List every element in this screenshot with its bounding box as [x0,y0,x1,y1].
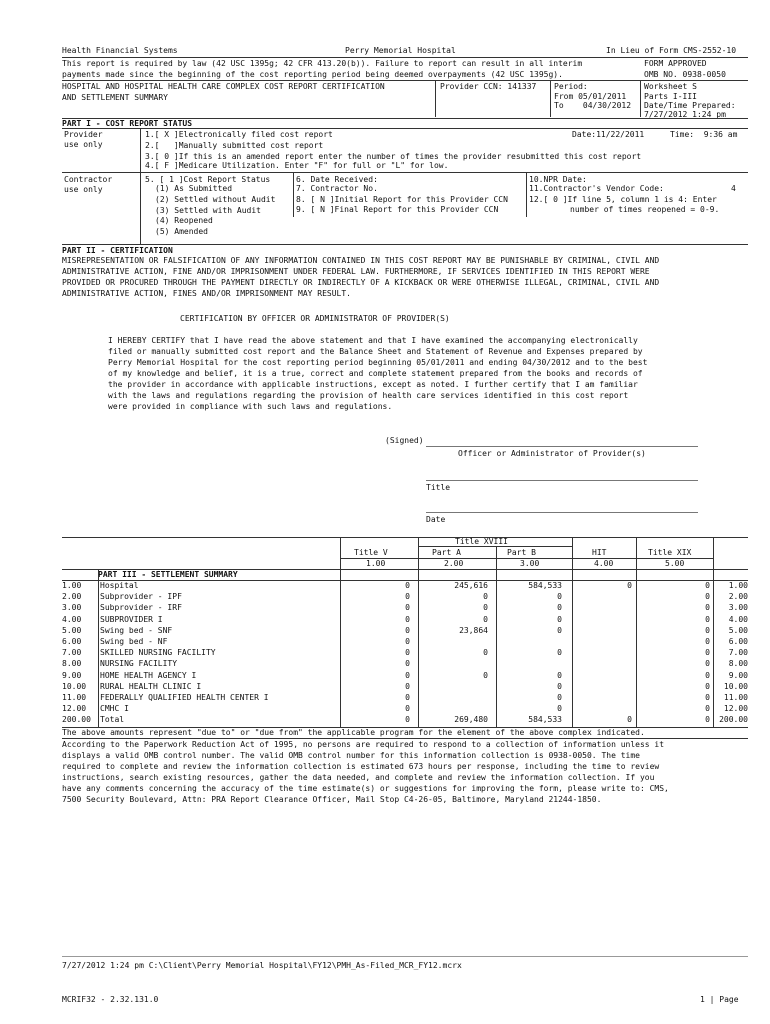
provider-ccn: Provider CCN: 141337 [440,82,537,91]
period-label: Period: [554,82,588,91]
part1-title: PART I - COST REPORT STATUS [62,119,193,128]
cell-ln: 6.00 [62,637,82,646]
cell-xix: 0 [705,614,710,624]
table-row [62,693,748,703]
cell-xix: 0 [705,670,710,680]
col-title-xix: Title XIX [648,548,692,557]
cell-ln: 5.00 [62,625,82,635]
contractor-use-label2: use only [64,185,103,194]
cell-a: 0 [483,648,488,658]
cell-b: 0 [557,670,562,680]
file-path: 7/27/2012 1:24 pm C:\Client\Perry Memorial Hospital\FY12\PMH_As-Filed_MCR_FY12.mcrx [62,961,462,970]
cell-xix: 0 [705,704,710,714]
initial-report: 8. [ N ]Initial Report for this Provider CCN [296,195,508,204]
cell-xix: 0 [705,659,710,669]
form-number: In Lieu of Form CMS-2552-10 [606,46,737,55]
warning-line1: MISREPRESENTATION OR FALSIFICATION OF ANY INFORMATION CONTAINED IN THIS COST REPORT MAY BE PUNISHABLE BY CRIMINAL, CIVIL AND [62,256,660,265]
cell-rn: 12.00 [723,704,748,714]
cell-ln: 11.00 [62,693,87,702]
cell-label: Subprovider - IPF [100,592,182,602]
omb-number: OMB NO. 0938-0050 [644,70,726,79]
cell-b: 0 [557,693,562,702]
paperwork-line3: required to complete and review the information collection is estimated 673 hours per response, including the time to review [62,762,660,771]
date-label: Date [426,515,446,524]
cell-a: 0 [483,614,488,624]
part3-title: PART III - SETTLEMENT SUMMARY [98,570,238,579]
date-received: 6. Date Received: [296,175,378,184]
table-row [62,592,748,602]
cell-rn: 200.00 [719,715,748,725]
filed-date: Date:11/22/2011 [572,130,645,139]
cell-b: 0 [557,614,562,624]
contractor-use-label1: Contractor [64,175,113,184]
status-opt4: (4) Reopened [155,216,213,225]
cell-v: 0 [405,704,410,714]
table-row [62,626,748,636]
cell-rn: 10.00 [723,681,748,691]
software-version: MCRIF32 - 2.32.131.0 [62,995,159,1004]
signed-label: (Signed) [385,436,424,445]
status-line2: 2.[ ]Manually submitted cost report [145,141,324,150]
table-row [62,581,748,591]
cell-label: HOME HEALTH AGENCY I [100,670,197,680]
cell-v: 0 [405,625,410,635]
parts-label: Parts I-III [644,92,697,101]
cell-rn: 9.00 [728,670,748,680]
col-hit: HIT [592,548,607,557]
cell-rn: 3.00 [728,603,748,613]
legal-notice-line2: payments made since the beginning of the cost reporting period being deemed overpayments (42 USC 1395g). [62,70,563,79]
hospital-name: Perry Memorial Hospital [345,46,456,55]
cell-ln: 200.00 [62,715,91,725]
period-from: From 05/01/2011 [554,92,627,101]
date-prepared-label: Date/Time Prepared: [644,101,736,110]
cert-para-line1: I HEREBY CERTIFY that I have read the above statement and that I have examined the accompanying electronically [108,336,638,345]
cell-a: 0 [483,592,488,602]
cell-a: 0 [483,603,488,613]
date-line[interactable] [426,512,698,513]
part2-title: PART II - CERTIFICATION [62,246,173,255]
cell-v: 0 [405,592,410,602]
cell-b: 0 [557,603,562,613]
cell-xix: 0 [705,715,710,725]
cell-ln: 9.00 [62,670,82,680]
cell-label: CMHC I [100,704,129,714]
cell-rn: 1.00 [728,581,748,590]
col-part-b: Part B [507,548,536,557]
cell-rn: 11.00 [723,693,748,702]
contractor-no: 7. Contractor No. [296,184,378,193]
period-to: To 04/30/2012 [554,101,632,110]
cell-label: Subprovider - IRF [100,603,182,613]
form-approved: FORM APPROVED [644,59,707,68]
col-title-xviii: Title XVIII [455,537,508,546]
cell-label: SKILLED NURSING FACILITY [100,648,216,658]
cell-v: 0 [405,614,410,624]
table-row [62,704,748,714]
cell-b: 0 [557,648,562,658]
table-row [62,648,748,658]
cell-label: SUBPROVIDER I [100,614,163,624]
status-line4: 4.[ F ]Medicare Utilization. Enter "F" for full or "L" for low. [145,161,449,170]
cell-b: 584,533 [528,581,562,590]
cell-a: 0 [483,670,488,680]
table-row [62,671,748,681]
cell-ln: 1.00 [62,581,82,590]
cert-heading: CERTIFICATION BY OFFICER OR ADMINISTRATOR OF PROVIDER(S) [180,314,450,323]
cell-xix: 0 [705,625,710,635]
org-name: Health Financial Systems [62,46,178,55]
paperwork-line6: 7500 Security Boulevard, Attn: PRA Report Clearance Officer, Mail Stop C4-26-05, Baltimore, Maryland 21244-1850. [62,795,602,804]
table-row [62,715,748,725]
cert-para-line3: Perry Memorial Hospital for the cost reporting period beginning 05/01/2011 and ending 04/30/2012 and to the best [108,358,648,367]
cell-rn: 7.00 [728,648,748,658]
cell-xix: 0 [705,637,710,646]
status-opt3: (3) Settled with Audit [155,206,261,215]
worksheet-label: Worksheet S [644,82,697,91]
cell-b: 584,533 [528,715,562,725]
cell-xix: 0 [705,648,710,658]
cell-hit: 0 [627,715,632,725]
cell-label: Hospital [100,581,139,590]
provider-use-label2: use only [64,140,103,149]
warning-line3: PROVIDED OR PROCURED THROUGH THE PAYMENT DIRECTLY OR INDIRECTLY OF A KICKBACK OR WERE OTHERWISE ILLEGAL, CRIMINAL, CIVIL AND [62,278,660,287]
cell-ln: 10.00 [62,681,87,691]
title-label: Title [426,483,451,492]
cell-v: 0 [405,637,410,646]
col-num-2: 2.00 [444,559,464,568]
cell-v: 0 [405,659,410,669]
cell-label: FEDERALLY QUALIFIED HEALTH CENTER I [100,693,269,702]
cert-para-line6: with the laws and regulations regarding the provision of health care services identified in this cost report [108,391,629,400]
cert-para-line7: were provided in compliance with such laws and regulations. [108,402,393,411]
date-prepared-value: 7/27/2012 1:24 pm [644,110,726,119]
table-row [62,659,748,669]
col-num-3: 3.00 [520,559,540,568]
status-line3: 3.[ 0 ]If this is an amended report enter the number of times the provider resubmitted this cost report [145,152,642,161]
reopen-line: 12.[ 0 ]If line 5, column 1 is 4: Enter [529,195,717,204]
cell-xix: 0 [705,603,710,613]
cell-a: 269,480 [454,715,488,725]
cell-xix: 0 [705,681,710,691]
cell-ln: 8.00 [62,659,82,669]
table-row [62,682,748,692]
cell-xix: 0 [705,693,710,702]
cell-label: RURAL HEALTH CLINIC I [100,681,202,691]
cell-ln: 12.00 [62,704,87,714]
cell-v: 0 [405,715,410,725]
cell-xix: 0 [705,581,710,590]
cell-b: 0 [557,592,562,602]
table-row [62,637,748,647]
vendor-code-value: 4 [731,184,736,193]
cert-para-line2: filed or manually submitted cost report and the Balance Sheet and Statement of Revenue and Expenses prepared by [108,347,643,356]
filed-time: Time: 9:36 am [670,130,738,139]
page-number: 1 | Page [700,995,739,1004]
reopen-line2: number of times reopened = 0-9. [570,205,720,214]
status-code: 5. [ 1 ]Cost Report Status [145,175,271,184]
title-line[interactable] [426,480,698,481]
cell-ln: 7.00 [62,648,82,658]
cell-ln: 2.00 [62,592,82,602]
final-report: 9. [ N ]Final Report for this Provider CCN [296,205,499,214]
cell-hit: 0 [627,581,632,590]
cell-xix: 0 [705,592,710,602]
amounts-note: The above amounts represent "due to" or "due from" the applicable program for the element of the above complex indicated. [62,728,645,737]
legal-notice-line1: This report is required by law (42 USC 1395g; 42 CFR 413.20(b)). Failure to report can result in all interim [62,59,583,68]
status-opt5: (5) Amended [155,227,208,236]
cell-rn: 2.00 [728,592,748,602]
status-opt2: (2) Settled without Audit [155,195,276,204]
cell-rn: 4.00 [728,614,748,624]
cell-v: 0 [405,581,410,590]
col-num-1: 1.00 [366,559,386,568]
paperwork-line1: According to the Paperwork Reduction Act of 1995, no persons are required to respond to a collection of information unless it [62,740,665,749]
vendor-code: 11.Contractor's Vendor Code: [529,184,664,193]
paperwork-line5: have any comments concerning the accuracy of the time estimate(s) or suggestions for improving the form, please write to: CMS, [62,784,669,793]
warning-line4: ADMINISTRATIVE ACTION, FINES AND/OR IMPRISONMENT MAY RESULT. [62,289,351,298]
cell-rn: 8.00 [728,659,748,669]
cert-para-line4: of my knowledge and belief, it is a true, correct and complete statement prepared from the books and records of [108,369,643,378]
cell-v: 0 [405,693,410,702]
npr-date: 10.NPR Date: [529,175,587,184]
warning-line2: ADMINISTRATIVE ACTION, FINE AND/OR IMPRISONMENT UNDER FEDERAL LAW. FURTHERMORE, IF SERVICES IDENTIFIED IN THIS REPORT WERE [62,267,650,276]
cell-a: 23,864 [459,625,488,635]
cell-v: 0 [405,670,410,680]
cell-b: 0 [557,625,562,635]
cell-b: 0 [557,681,562,691]
col-title-v: Title V [354,548,388,557]
cell-v: 0 [405,681,410,691]
cert-para-line5: the provider in accordance with applicable instructions, except as noted. I further certify that I am familiar [108,380,638,389]
cell-rn: 6.00 [728,637,748,646]
cell-label: Total [100,715,125,725]
col-num-5: 5.00 [665,559,685,568]
officer-label: Officer or Administrator of Provider(s) [458,449,646,458]
signature-line[interactable] [426,446,698,447]
paperwork-line2: displays a valid OMB control number. The valid OMB control number for this information collection is 0938-0050. The time [62,751,640,760]
cert-title-line1: HOSPITAL AND HOSPITAL HEALTH CARE COMPLEX COST REPORT CERTIFICATION [62,82,385,91]
cell-label: NURSING FACILITY [100,659,178,669]
cell-v: 0 [405,648,410,658]
cell-label: Swing bed - NF [100,637,168,646]
cell-a: 245,616 [454,581,488,590]
col-num-4: 4.00 [594,559,614,568]
cell-v: 0 [405,603,410,613]
status-line1: 1.[ X ]Electronically filed cost report [145,130,333,139]
table-row [62,615,748,625]
table-row [62,603,748,613]
provider-use-label1: Provider [64,130,103,139]
cell-label: Swing bed - SNF [100,625,173,635]
cert-title-line2: AND SETTLEMENT SUMMARY [62,93,168,102]
cell-ln: 4.00 [62,614,82,624]
col-part-a: Part A [432,548,461,557]
cell-ln: 3.00 [62,603,82,613]
paperwork-line4: instructions, search existing resources, gather the data needed, and complete and review the information collection. If you [62,773,655,782]
status-opt1: (1) As Submitted [155,184,233,193]
cell-rn: 5.00 [728,625,748,635]
cell-b: 0 [557,704,562,714]
